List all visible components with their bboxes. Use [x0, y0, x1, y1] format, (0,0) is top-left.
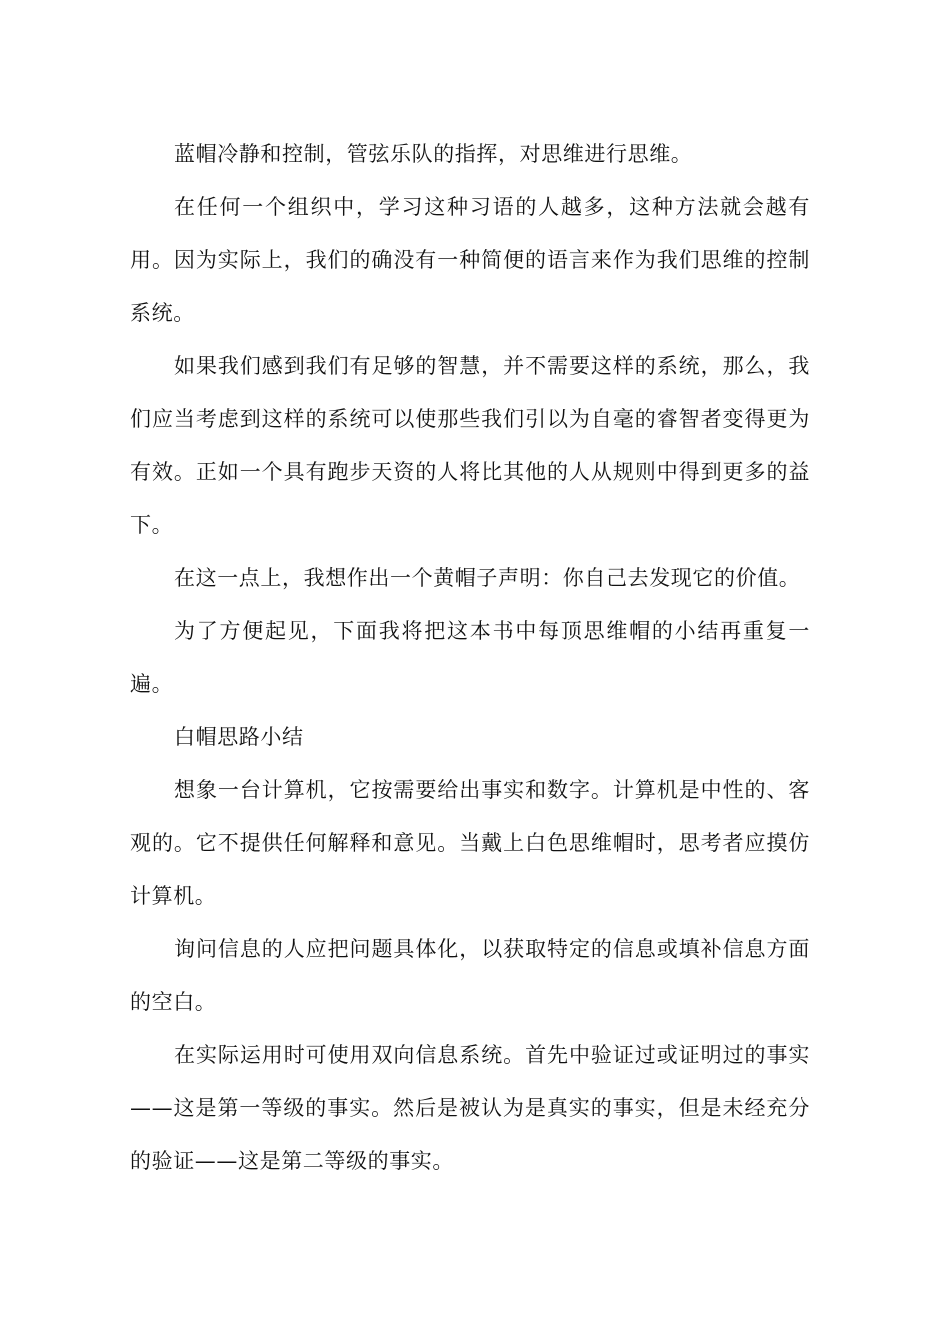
paragraph-wisdom: 如果我们感到我们有足够的智慧，并不需要这样的系统，那么，我们应当考虑到这样的系统可以使那些我们引以为自毫的睿智者变得更为有效。正如一个具有跑步天资的人将比其他的人从规则中得到更多的益下。	[130, 354, 810, 537]
paragraph-two-tier-system: 在实际运用时可使用双向信息系统。首先中验证过或证明过的事实——这是第一等级的事实。然后是被认为是真实的事实，但是未经充分的验证——这是第二等级的事实。	[130, 1043, 810, 1173]
document-body	[130, 128, 810, 1188]
paragraph-yellow-hat-statement: 在这一点上，我想作出一个黄帽子声明：你自己去发现它的价值。	[174, 566, 801, 590]
paragraph-ask-information: 询问信息的人应把问题具体化，以获取特定的信息或填补信息方面的空白。	[130, 937, 810, 1014]
paragraph-blue-hat: 蓝帽冷静和控制，管弦乐队的指挥，对思维进行思维。	[174, 142, 693, 166]
paragraph-organization: 在任何一个组织中，学习这种习语的人越多，这种方法就会越有用。因为实际上，我们的确没有一种简便的语言来作为我们思维的控制系统。	[130, 195, 810, 325]
paragraph-summary-intro: 为了方便起见，下面我将把这本书中每顶思维帽的小结再重复一遍。	[130, 619, 810, 696]
paragraph-computer: 想象一台计算机，它按需要给出事实和数字。计算机是中性的、客观的。它不提供任何解释和意见。当戴上白色思维帽时，思考者应摸仿计算机。	[130, 778, 810, 908]
section-heading-white-hat-summary: 白帽思路小结	[174, 725, 304, 749]
